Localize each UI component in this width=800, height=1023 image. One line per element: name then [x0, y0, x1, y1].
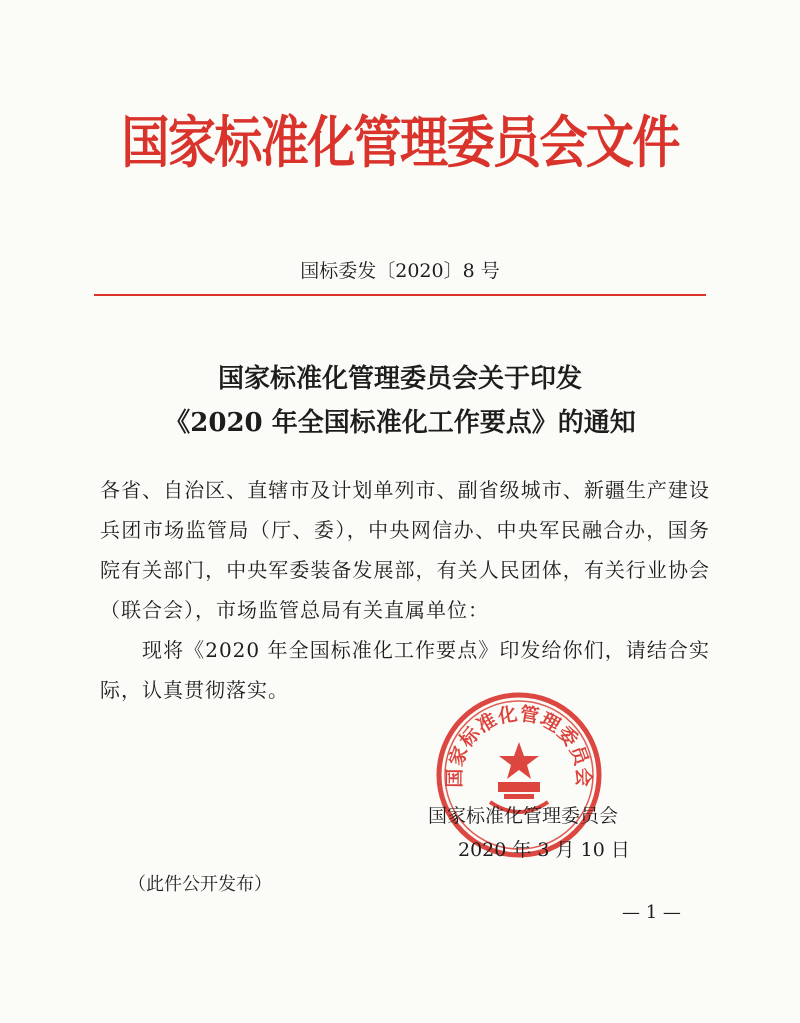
recipients-paragraph: 各省、自治区、直辖市及计划单列市、副省级城市、新疆生产建设兵团市场监管局（厅、委），中央网信办、中央军民融合办，国务院有关部门，中央军委装备发展部，有关人民团体，有关行业协会（联合会），市场监管总局有关直属单位：: [100, 478, 710, 622]
document-header-title: 国家标准化管理委员会文件: [121, 111, 679, 176]
notice-title-line-1: 国家标准化管理委员会关于印发: [217, 364, 582, 394]
issuer-name: 国家标准化管理委员会: [428, 805, 619, 827]
issue-date: 2020 年 3 月 10 日: [458, 839, 630, 861]
notice-title: [0, 357, 800, 445]
official-seal: [434, 690, 604, 860]
seal-text: 国家标准化管理委员会: [443, 702, 595, 788]
red-divider-line: [94, 294, 706, 296]
notice-body: [100, 470, 710, 710]
notice-title-line-2: 《2020 年全国标准化工作要点》的通知: [164, 408, 636, 438]
public-release-note: （此件公开发布）: [128, 874, 272, 895]
content-paragraph: 现将《2020 年全国标准化工作要点》印发给你们，请结合实际，认真贯彻落实。: [100, 638, 710, 702]
page-number: — 1 —: [622, 902, 681, 923]
document-number: 国标委发〔2020〕8 号: [300, 260, 500, 282]
